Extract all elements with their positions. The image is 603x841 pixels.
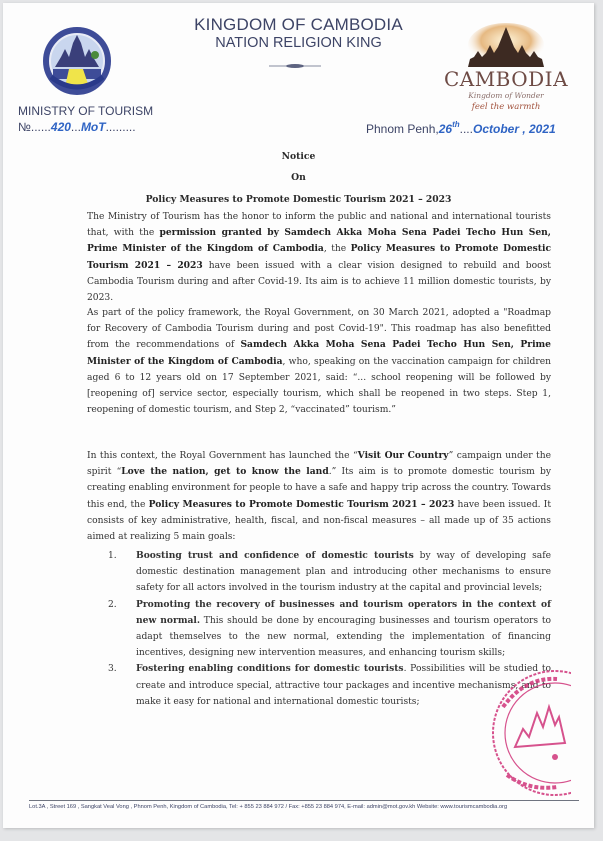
brand-name: CAMBODIA bbox=[443, 67, 569, 91]
goal-text: This should be done by encouraging businesses and tourism operators to adapt themselves to the new normal, extending the implementation of financing incentives, designing new intervention measures, and enhancing tourism skills; bbox=[136, 615, 551, 659]
cambodia-brand-logo bbox=[436, 23, 576, 115]
goal-title: Promoting the recovery of businesses and tourism operators in the context of new normal. bbox=[136, 598, 551, 626]
notice-heading: Notice bbox=[281, 151, 316, 162]
bold-run: Visit Our Country bbox=[357, 450, 449, 461]
goal-number: 1. bbox=[108, 551, 117, 561]
place-name: Phnom Penh, bbox=[366, 122, 439, 136]
goal-number: 3. bbox=[108, 664, 117, 675]
goal-number: 2. bbox=[108, 599, 117, 610]
national-motto: NATION RELIGION KING bbox=[215, 35, 382, 51]
date-suffix-handwritten: th bbox=[452, 120, 460, 129]
brand-slogan: feel the warmth bbox=[471, 102, 541, 112]
text-run: have been issued. It consists of key administrative, health, fiscal, and non-fiscal measures – all made up of 35 actions aimed at realizing 5 main goals: bbox=[87, 499, 551, 543]
angkor-wat-silhouette-icon bbox=[464, 23, 548, 67]
date-rest-handwritten: October , 2021 bbox=[472, 122, 556, 136]
text-run: , who, speaking on the vaccination campaign for children aged 6 to 12 years old on 17 September 2021, said: “... school reopening will be followed by [reopening of] service sector, especially tourism, which shall be reopened in two steps. Step 1, reopening of domestic tourism, and Step 2, “vaccinated” tourism.” bbox=[87, 356, 551, 416]
text-run: In this context, the Royal Government has launched the “ bbox=[87, 451, 358, 461]
bold-run: Policy Measures to Promote Domestic Tourism 2021 – 2023 bbox=[148, 498, 455, 510]
ref-number-handwritten: 420 bbox=[50, 120, 71, 134]
goal-text: by way of developing safe domestic destination management plan and introducing other mechanisms to ensure safety for all actors involved in the tourism industry at the capital and provincial levels; bbox=[136, 551, 551, 594]
ref-dots: ......... bbox=[105, 120, 136, 134]
text-run: have been issued with a clear vision designed to rebuild and boost Cambodia Tourism during and after Covid-19. Its aim is to achieve 11 million domestic tourists, by 2023. bbox=[87, 260, 551, 304]
notice-title: Policy Measures to Promote Domestic Tourism 2021 – 2023 bbox=[145, 194, 452, 205]
goal-text: . Possibilities will be studied to create and introduce special, attractive tour packages and incentive mechanisms, and to make it easy for national and international domestic tourists; bbox=[136, 664, 551, 707]
ref-suffix-handwritten: MoT bbox=[80, 120, 106, 134]
footer-divider bbox=[29, 800, 579, 801]
goal-title: Fostering enabling conditions for domestic tourists bbox=[136, 663, 404, 675]
reference-number bbox=[18, 120, 136, 134]
document-page bbox=[3, 3, 594, 828]
notice-on: On bbox=[291, 172, 306, 183]
goal-item bbox=[108, 597, 551, 662]
paragraph-roadmap bbox=[87, 305, 551, 418]
goal-item bbox=[108, 548, 551, 597]
kingdom-title: KINGDOM OF CAMBODIA bbox=[194, 15, 403, 34]
ref-dots: ... bbox=[70, 120, 81, 134]
date-dots: .... bbox=[459, 122, 473, 136]
brand-tagline: Kingdom of Wonder bbox=[468, 91, 544, 100]
text-run: As part of the policy framework, the Royal Government, on 30 March 2021, adopted a "Roadmap for Recovery of Cambodia Tourism during and post Covid-19". This roadmap has also benefitted from the recommendations of bbox=[87, 308, 551, 351]
text-run: .” Its aim is to promote domestic tourism by creating enabling environment for people to have a safe and happy trip across the country. Towards this end, the bbox=[87, 467, 551, 510]
bold-run: Love the nation, get to know the land bbox=[121, 466, 329, 478]
bold-run: Samdech Akka Moha Sena Padei Techo Hun Sen, Prime Minister of the Kingdom of Cambodia bbox=[87, 339, 551, 367]
date-day-handwritten: 26 bbox=[438, 122, 453, 136]
paragraph-intro bbox=[87, 209, 551, 306]
text-run: , the bbox=[323, 244, 351, 255]
footer-contact-info: Lot.3A , Street 169 , Sangkat Veal Vong , Phnom Penh, Kingdom of Cambodia, Tel: + 855 23 884 972 / Fax: +855 23 884 974, E-mail: admin@mot.gov.kh Website: www.tourismcambodia.org bbox=[29, 804, 508, 810]
ministry-name: MINISTRY OF TOURISM bbox=[18, 104, 154, 118]
paragraph-campaign bbox=[87, 448, 551, 545]
goal-title: Boosting trust and confidence of domestic tourists bbox=[136, 550, 414, 561]
text-run: The Ministry of Tourism has the honor to inform the public and national and international tourists that, with the bbox=[87, 212, 551, 239]
official-seal-stamp-icon bbox=[485, 667, 571, 799]
place-and-date bbox=[366, 120, 556, 136]
text-run: ” campaign under the spirit “ bbox=[87, 451, 551, 478]
ornament-divider-icon bbox=[269, 63, 321, 69]
ref-dots: ...... bbox=[30, 120, 51, 134]
bold-run: Policy Measures to Promote Domestic Tourism 2021 – 2023 bbox=[87, 243, 551, 271]
ref-prefix: № bbox=[18, 120, 31, 134]
bold-run: permission granted by Samdech Akka Moha Sena Padei Techo Hun Sen, Prime Minister of the Kingdom of Cambodia bbox=[87, 227, 551, 255]
